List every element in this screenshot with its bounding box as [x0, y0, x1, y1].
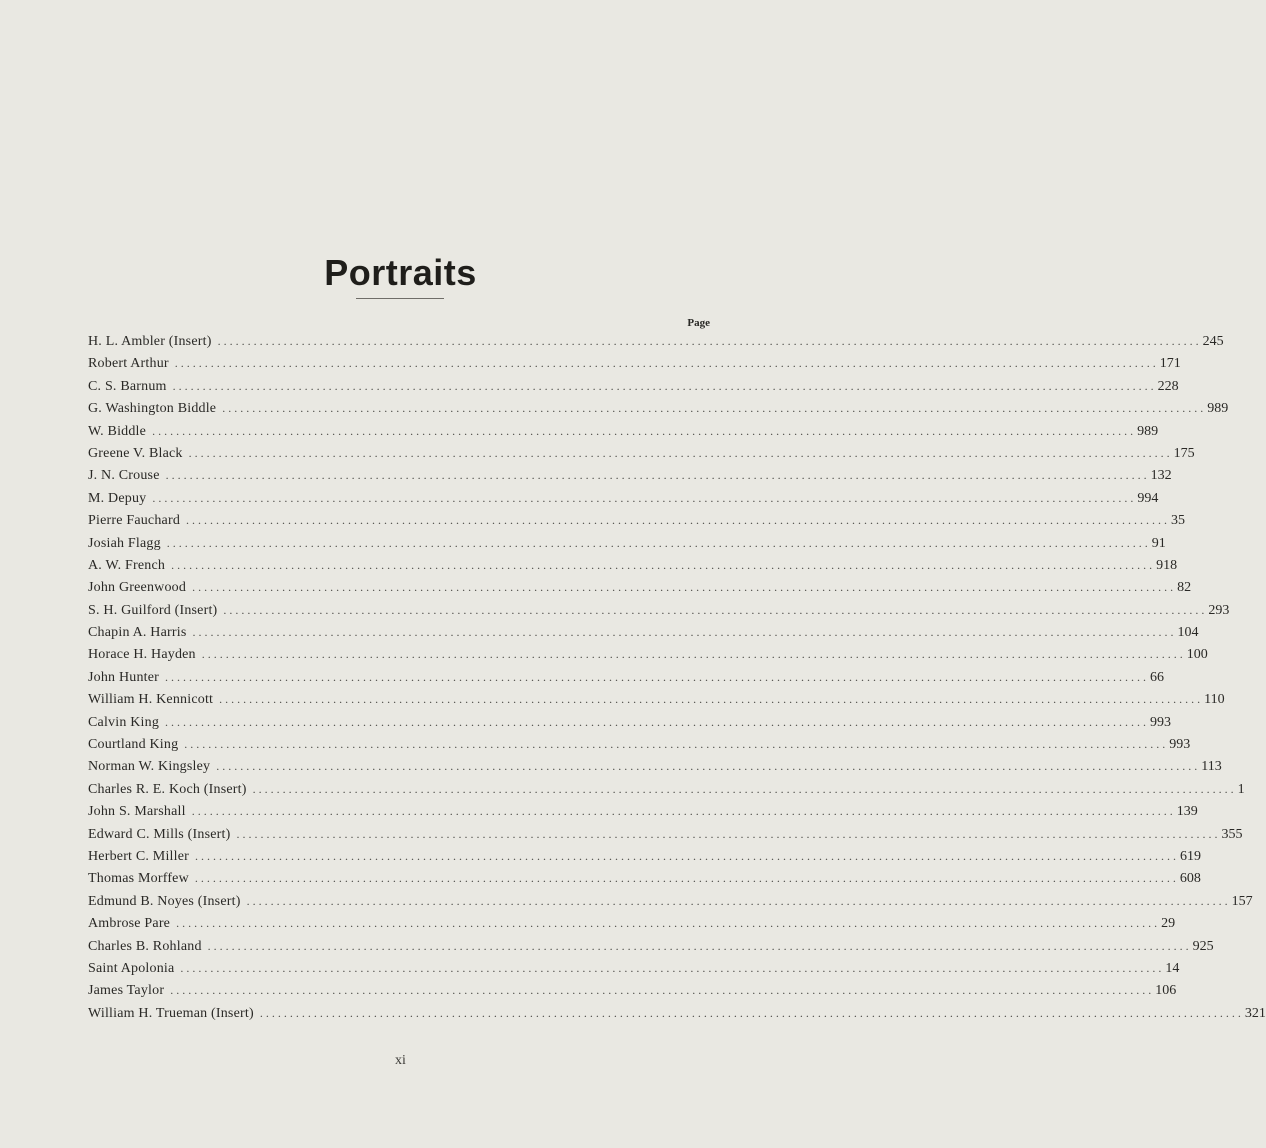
- dot-leader: ....................................................................................................................................................................: [184, 737, 1169, 752]
- index-entry: [88, 1002, 1266, 1024]
- dot-leader: ....................................................................................................................................................................: [236, 826, 1221, 841]
- dot-leader: ....................................................................................................................................................................: [192, 625, 1177, 640]
- dot-leader: ....................................................................................................................................................................: [166, 535, 1151, 550]
- entry-page: 989: [1207, 401, 1229, 417]
- dot-leader: ....................................................................................................................................................................: [180, 960, 1165, 975]
- entry-page: 91: [1151, 535, 1166, 551]
- entry-page: 157: [1231, 893, 1253, 909]
- entry-name: S. H. Guilford (Insert): [88, 602, 218, 618]
- entry-page: 139: [1176, 804, 1198, 820]
- entry-page: 175: [1173, 445, 1195, 461]
- entry-page: 106: [1155, 983, 1177, 999]
- page-number: xi: [395, 1053, 406, 1068]
- index-entry: [88, 979, 1177, 1001]
- entry-name: Robert Arthur: [88, 356, 169, 372]
- index-entry: [88, 755, 1222, 777]
- dot-leader: ....................................................................................................................................................................: [252, 781, 1237, 796]
- entry-name: H. L. Ambler (Insert): [88, 334, 212, 349]
- dot-leader: ....................................................................................................................................................................: [207, 938, 1192, 953]
- entry-name: Horace H. Hayden: [88, 647, 196, 663]
- index-entry: [88, 643, 1208, 665]
- index-entry: [88, 890, 1253, 912]
- entry-name: Ambrose Pare: [88, 916, 171, 932]
- dot-leader: ....................................................................................................................................................................: [222, 401, 1207, 416]
- entry-page: 293: [1208, 602, 1230, 618]
- entry-page: 993: [1169, 737, 1191, 753]
- index-entry: [88, 464, 1172, 486]
- entry-page: 132: [1150, 468, 1172, 484]
- index-entry: [88, 576, 1192, 598]
- dot-leader: ....................................................................................................................................................................: [191, 804, 1176, 819]
- entry-name: Charles B. Rohland: [88, 938, 202, 954]
- index-entry: [88, 621, 1199, 643]
- entry-name: W. Biddle: [88, 423, 147, 439]
- index-entry: [88, 823, 1243, 845]
- entry-page: 35: [1171, 513, 1186, 529]
- entry-page: 82: [1177, 580, 1192, 596]
- index-entry: [88, 599, 1230, 621]
- entry-name: James Taylor: [88, 983, 165, 999]
- dot-leader: ....................................................................................................................................................................: [152, 490, 1137, 505]
- index-entry: [88, 532, 1166, 554]
- dot-leader: ....................................................................................................................................................................: [246, 893, 1231, 908]
- entry-page: 171: [1159, 356, 1181, 372]
- entry-name: John S. Marshall: [88, 804, 186, 820]
- dot-leader: ....................................................................................................................................................................: [186, 513, 1171, 528]
- dot-leader: ....................................................................................................................................................................: [194, 871, 1179, 886]
- entry-name: Norman W. Kingsley: [88, 759, 211, 775]
- entry-name: J. N. Crouse: [88, 468, 160, 484]
- entry-name: C. S. Barnum: [88, 378, 167, 394]
- index-entry: [88, 935, 1214, 957]
- index-entry: [88, 442, 1195, 464]
- entry-page: 989: [1137, 423, 1159, 439]
- entry-page: 1: [1237, 781, 1245, 797]
- entry-name: William H. Trueman (Insert): [88, 1005, 254, 1021]
- index-entry: [88, 957, 1180, 979]
- entry-page: 228: [1157, 378, 1179, 394]
- entry-name: A. W. French: [88, 557, 166, 573]
- index-entry: [88, 733, 1191, 755]
- dot-leader: ....................................................................................................................................................................: [171, 557, 1156, 572]
- dot-leader: ....................................................................................................................................................................: [170, 983, 1155, 998]
- entry-name: Chapin A. Harris: [88, 625, 187, 641]
- dot-leader: ....................................................................................................................................................................: [165, 669, 1150, 684]
- entry-name: Charles R. E. Koch (Insert): [88, 781, 247, 797]
- entry-page: 29: [1161, 916, 1176, 932]
- entry-page: 918: [1156, 557, 1178, 573]
- index-entry: [88, 666, 1165, 688]
- index-entry: [88, 375, 1179, 397]
- entry-name: Thomas Morffew: [88, 871, 189, 887]
- entry-page: 66: [1150, 669, 1165, 685]
- index-entry: [88, 845, 1201, 867]
- entry-name: Herbert C. Miller: [88, 848, 189, 864]
- entry-page: 321: [1244, 1005, 1266, 1021]
- entry-page: 994: [1137, 490, 1159, 506]
- index-entry: [88, 867, 1201, 889]
- dot-leader: ....................................................................................................................................................................: [216, 759, 1201, 774]
- entry-name: Edmund B. Noyes (Insert): [88, 893, 241, 909]
- entry-page: 113: [1201, 759, 1222, 775]
- dot-leader: ....................................................................................................................................................................: [217, 334, 1202, 348]
- entry-page: 993: [1150, 714, 1172, 730]
- entry-name: M. Depuy: [88, 490, 147, 506]
- entry-name: Saint Apolonia: [88, 960, 175, 976]
- dot-leader: ....................................................................................................................................................................: [259, 1005, 1244, 1020]
- index-entry: [88, 397, 1229, 419]
- entry-page: 355: [1221, 826, 1243, 842]
- index-entry: [88, 711, 1172, 733]
- dot-leader: ....................................................................................................................................................................: [174, 356, 1159, 371]
- entry-page: 100: [1186, 647, 1208, 663]
- entry-name: Edward C. Mills (Insert): [88, 826, 231, 842]
- index-entry: [88, 912, 1176, 934]
- entry-page: 245: [1202, 334, 1224, 349]
- entry-name: Pierre Fauchard: [88, 513, 181, 529]
- entry-page: 104: [1177, 625, 1199, 641]
- index-entry: [88, 420, 1159, 442]
- entry-page: 925: [1192, 938, 1214, 954]
- entry-name: G. Washington Biddle: [88, 401, 217, 417]
- title-rule: [356, 298, 444, 299]
- entry-name: Courtland King: [88, 737, 179, 753]
- portrait-index: [88, 330, 1266, 1024]
- index-entry: [88, 352, 1181, 374]
- entry-name: John Hunter: [88, 669, 160, 685]
- entry-name: William H. Kennicott: [88, 692, 214, 708]
- dot-leader: ....................................................................................................................................................................: [152, 423, 1137, 438]
- index-entry: [88, 688, 1225, 710]
- entry-name: Calvin King: [88, 714, 160, 730]
- index-entry: [88, 330, 1224, 352]
- entry-page: 608: [1179, 871, 1201, 887]
- dot-leader: ....................................................................................................................................................................: [201, 647, 1186, 662]
- dot-leader: ....................................................................................................................................................................: [165, 714, 1150, 729]
- entry-page: 110: [1204, 692, 1225, 708]
- index-entry: [88, 554, 1178, 576]
- dot-leader: ....................................................................................................................................................................: [172, 378, 1157, 393]
- dot-leader: ....................................................................................................................................................................: [194, 848, 1179, 863]
- index-entry: [88, 487, 1159, 509]
- dot-leader: ....................................................................................................................................................................: [223, 602, 1208, 617]
- index-entry: [88, 778, 1245, 800]
- dot-leader: ....................................................................................................................................................................: [176, 916, 1161, 931]
- entry-page: 14: [1165, 960, 1180, 976]
- index-entry: [88, 509, 1186, 531]
- entry-name: Greene V. Black: [88, 445, 183, 461]
- page-column-header: Page: [687, 317, 710, 329]
- index-entry: [88, 800, 1198, 822]
- dot-leader: ....................................................................................................................................................................: [165, 468, 1150, 483]
- dot-leader: ....................................................................................................................................................................: [219, 692, 1204, 707]
- entry-name: John Greenwood: [88, 580, 187, 596]
- dot-leader: ....................................................................................................................................................................: [192, 580, 1177, 595]
- dot-leader: ....................................................................................................................................................................: [188, 445, 1173, 460]
- entry-page: 619: [1179, 848, 1201, 864]
- entry-name: Josiah Flagg: [88, 535, 161, 551]
- page-title: Portraits: [324, 252, 477, 294]
